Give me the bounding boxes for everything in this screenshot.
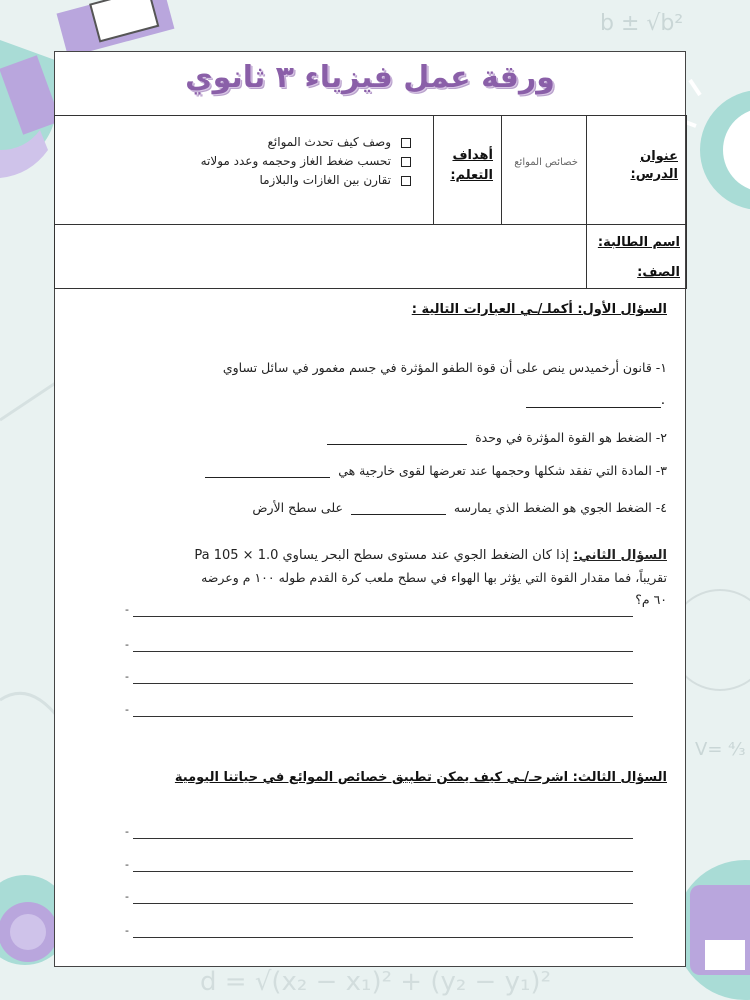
class-label: الصف: xyxy=(637,265,680,280)
worksheet-page xyxy=(54,51,686,967)
svg-text:V= ⁴⁄₃: V= ⁴⁄₃ xyxy=(695,739,746,760)
lesson-title-value: خصائص الموائع xyxy=(514,157,578,168)
q2-heading: السؤال الثاني: xyxy=(573,548,667,563)
objective-item: تقارن بين الغازات والبلازما xyxy=(201,171,411,190)
q1-item-1-answer[interactable]: . xyxy=(525,389,665,408)
worksheet-title: ورقة عمل فيزياء ٣ ثانوي xyxy=(185,60,555,95)
q2-answer-line[interactable]: - xyxy=(133,600,633,617)
lesson-title-label: عنوان الدرس: xyxy=(630,149,678,182)
q2-answer-line[interactable]: - xyxy=(133,667,633,684)
q2-line-3: ٦٠ م؟ xyxy=(635,592,667,607)
q1-item-3: ٣- المادة التي تفقد شكلها وحجمها عند تعرضها لقوى خارجية هي xyxy=(205,463,667,478)
q2-line-1: السؤال الثاني: إذا كان الضغط الجوي عند مستوى سطح البحر يساوي 1.0 × 105 Pa xyxy=(194,548,667,563)
student-name-label: اسم الطالبة: xyxy=(597,235,680,250)
q3-answer-line[interactable]: - xyxy=(133,822,633,839)
faint-formula: b ± √b² xyxy=(600,11,684,36)
q3-answer-line[interactable]: - xyxy=(133,855,633,872)
q2-answer-line[interactable]: - xyxy=(133,635,633,652)
q3-answer-line[interactable]: - xyxy=(133,921,633,938)
q2-answer-line[interactable]: - xyxy=(133,700,633,717)
questions-area xyxy=(55,52,687,968)
q2-line-2: تقريباً، فما مقدار القوة التي يؤثر بها الهواء في سطح ملعب كرة القدم طوله ١٠٠ م وعرضه xyxy=(201,570,667,585)
q3-heading: السؤال الثالث: اشرحـ/ـي كيف يمكن تطبيق خصائص الموائع في حياتنا اليومية xyxy=(174,770,667,785)
lightbulb-illustration xyxy=(680,80,750,210)
q1-item-4: ٤- الضغط الجوي هو الضغط الذي يمارسه على سطح الأرض xyxy=(252,500,667,515)
q1-heading: السؤال الأول: أكملـ/ـي العبارات التالية : xyxy=(411,302,667,317)
q1-item-2: ٢- الضغط هو القوة المؤثرة في وحدة xyxy=(327,430,667,445)
q1-item-3-blank[interactable] xyxy=(205,463,330,478)
objective-item: تحسب ضغط الغاز وحجمه وعدد مولاته xyxy=(201,152,411,171)
q1-item-2-blank[interactable] xyxy=(327,430,467,445)
q1-item-1: ١- قانون أرخميدس ينص على أن قوة الطفو المؤثرة في جسم مغمور في سائل تساوي xyxy=(222,360,667,375)
q1-item-4-blank[interactable] xyxy=(351,500,446,515)
q3-answer-line[interactable]: - xyxy=(133,887,633,904)
objective-item: وصف كيف تحدث الموائع xyxy=(201,133,411,152)
faint-distance-formula: d = √(x₂ − x₁)² + (y₂ − y₁)² xyxy=(200,967,551,997)
objectives-label: أهداف التعلم: xyxy=(450,148,493,183)
